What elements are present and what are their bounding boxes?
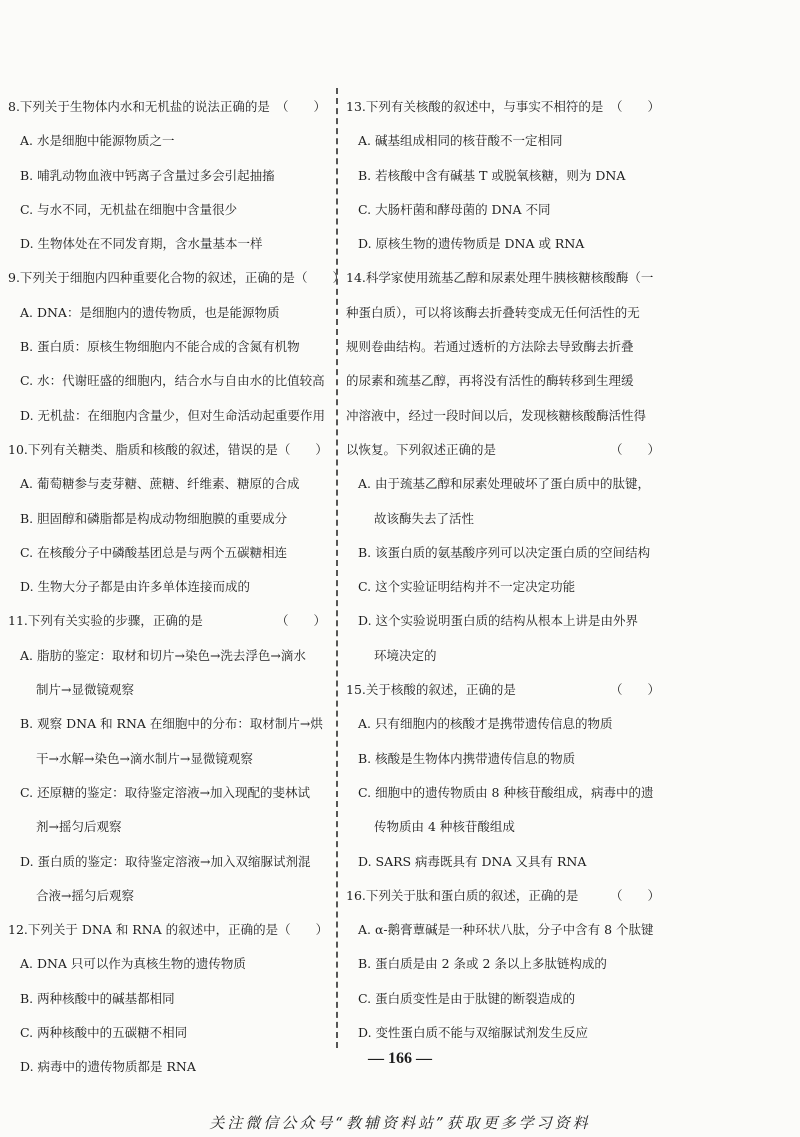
answer-option: D. 病毒中的遗传物质都是 RNA <box>20 1059 196 1075</box>
answer-parenthesis: （ ） <box>275 99 326 114</box>
answer-option: D. 原核生物的遗传物质是 DNA 或 RNA <box>358 236 585 252</box>
answer-parenthesis: （ ） <box>278 922 329 938</box>
question-text: 12.下列关于 DNA 和 RNA 的叙述中，正确的是 <box>8 922 279 938</box>
question-stem <box>8 913 330 947</box>
page-number: — 166 — <box>368 1050 432 1067</box>
answer-parenthesis <box>660 261 664 295</box>
question-stem <box>346 90 664 124</box>
answer-option: C. 两种核酸中的五碳糖不相同 <box>20 1025 188 1041</box>
answer-option: B. 核酸是生物体内携带遗传信息的物质 <box>358 750 576 766</box>
answer-option: A. 葡萄糖参与麦芽糖、蔗糖、纤维素、糖原的合成 <box>20 476 300 492</box>
answer-option: D. 蛋白质的鉴定：取待鉴定溶液→加入双缩脲试剂混 <box>20 853 311 869</box>
answer-parenthesis: （ ） <box>275 613 326 629</box>
question-text: 14.科学家使用巯基乙醇和尿素处理牛胰核糖核酸酶（一 <box>346 270 654 286</box>
question-text: 11.下列有关实验的步骤，正确的是 <box>8 613 203 629</box>
question-stem-continuation: 规则卷曲结构。若通过透析的方法除去导致酶去折叠 <box>346 339 634 355</box>
left-column <box>8 90 345 1085</box>
option-continuation: 故该酶失去了活性 <box>374 510 475 526</box>
question-text: 以恢复。下列叙述正确的是 <box>346 441 497 457</box>
answer-option: A. 水是细胞中能源物质之一 <box>20 133 175 149</box>
question-stem-continuation: 冲溶液中，经过一段时间以后，发现核糖核酸酶活性得 <box>346 407 647 423</box>
answer-option: D. 无机盐：在细胞内含量少，但对生命活动起重要作用 <box>20 407 326 423</box>
answer-option: D. 生物体处在不同发育期，含水量基本一样 <box>20 236 263 252</box>
question-text: 10.下列有关糖类、脂质和核酸的叙述，错误的是 <box>8 441 278 457</box>
answer-option: D. 生物大分子都是由许多单体连接而成的 <box>20 579 251 595</box>
answer-option: A. DNA：是细胞内的遗传物质，也是能源物质 <box>20 304 280 320</box>
question-stem <box>8 433 330 467</box>
answer-option: A. α-鹅膏蕈碱是一种环状八肽，分子中含有 8 个肽键 <box>358 922 654 938</box>
answer-option: A. 脂肪的鉴定：取材和切片→染色→洗去浮色→滴水 <box>20 647 306 663</box>
answer-option: C. 还原糖的鉴定：取待鉴定溶液→加入现配的斐林试 <box>20 784 311 800</box>
right-column <box>346 90 664 1050</box>
column-divider <box>336 88 338 1048</box>
question-stem <box>346 673 664 707</box>
option-continuation: 环境决定的 <box>374 647 437 663</box>
question-text: 13.下列有关核酸的叙述中，与事实不相符的是 <box>346 99 604 114</box>
footer-watermark-text: 关注微信公众号“教辅资料站”获取更多学习资料 <box>209 1114 591 1132</box>
answer-option: B. 哺乳动物血液中钙离子含量过多会引起抽搐 <box>20 167 275 183</box>
answer-option: C. 细胞中的遗传物质由 8 种核苷酸组成，病毒中的遗 <box>358 784 654 800</box>
answer-option: D. SARS 病毒既具有 DNA 又具有 RNA <box>358 853 587 869</box>
answer-option: C. 大肠杆菌和酵母菌的 DNA 不同 <box>358 201 551 217</box>
option-continuation: 剂→摇匀后观察 <box>36 819 122 835</box>
answer-option: B. 若核酸中含有碱基 T 或脱氧核糖，则为 DNA <box>358 167 626 183</box>
answer-option: A. DNA 只可以作为真核生物的遗传物质 <box>20 956 246 972</box>
answer-option: B. 观察 DNA 和 RNA 在细胞中的分布：取材制片→烘 <box>20 716 323 732</box>
answer-option: C. 与水不同，无机盐在细胞中含量很少 <box>20 201 238 217</box>
answer-option: B. 两种核酸中的碱基都相同 <box>20 990 175 1006</box>
answer-option: C. 水：代谢旺盛的细胞内，结合水与自由水的比值较高 <box>20 373 325 389</box>
question-stem <box>346 261 664 295</box>
option-continuation: 合液→摇匀后观察 <box>36 887 134 903</box>
answer-parenthesis: （ ） <box>609 682 660 698</box>
question-text: 8.下列关于生物体内水和无机盐的说法正确的是 <box>8 99 270 114</box>
answer-option: B. 蛋白质是由 2 条或 2 条以上多肽链构成的 <box>358 956 607 972</box>
answer-option: D. 这个实验说明蛋白质的结构从根本上讲是由外界 <box>358 613 639 629</box>
question-stem <box>8 604 330 638</box>
question-stem <box>8 90 330 124</box>
answer-option: A. 只有细胞内的核酸才是携带遗传信息的物质 <box>358 716 613 732</box>
question-stem <box>346 879 664 913</box>
answer-parenthesis: （ ） <box>294 270 345 286</box>
answer-parenthesis: （ ） <box>277 441 328 457</box>
question-stem-continuation: 的尿素和巯基乙醇，再将没有活性的酶转移到生理缓 <box>346 373 634 389</box>
answer-parenthesis: （ ） <box>609 887 660 903</box>
answer-option: C. 在核酸分子中磷酸基团总是与两个五碳糖相连 <box>20 544 288 560</box>
question-text: 15.关于核酸的叙述，正确的是 <box>346 682 516 698</box>
answer-option: A. 碱基组成相同的核苷酸不一定相同 <box>358 133 563 149</box>
answer-option: C. 蛋白质变性是由于肽键的断裂造成的 <box>358 990 576 1006</box>
answer-option: D. 变性蛋白质不能与双缩脲试剂发生反应 <box>358 1025 589 1041</box>
question-stem <box>8 261 345 295</box>
question-text: 9.下列关于细胞内四种重要化合物的叙述，正确的是 <box>8 270 295 286</box>
answer-option: B. 蛋白质：原核生物细胞内不能合成的含氮有机物 <box>20 339 300 355</box>
answer-option: B. 该蛋白质的氨基酸序列可以决定蛋白质的空间结构 <box>358 544 651 560</box>
answer-option: B. 胆固醇和磷脂都是构成动物细胞膜的重要成分 <box>20 510 288 526</box>
question-stem-continuation: 种蛋白质），可以将该酶去折叠转变成无任何活性的无 <box>346 304 640 320</box>
option-continuation: 制片→显微镜观察 <box>36 682 134 698</box>
answer-option: A. 由于巯基乙醇和尿素处理破坏了蛋白质中的肽键， <box>358 476 650 492</box>
option-continuation: 干→水解→染色→滴水制片→显微镜观察 <box>36 750 253 766</box>
answer-option: C. 这个实验证明结构并不一定决定功能 <box>358 579 576 595</box>
question-stem <box>346 433 664 467</box>
answer-parenthesis: （ ） <box>609 99 660 114</box>
question-text: 16.下列关于肽和蛋白质的叙述，正确的是 <box>346 887 579 903</box>
answer-parenthesis: （ ） <box>609 441 660 457</box>
option-continuation: 传物质由 4 种核苷酸组成 <box>374 819 515 835</box>
